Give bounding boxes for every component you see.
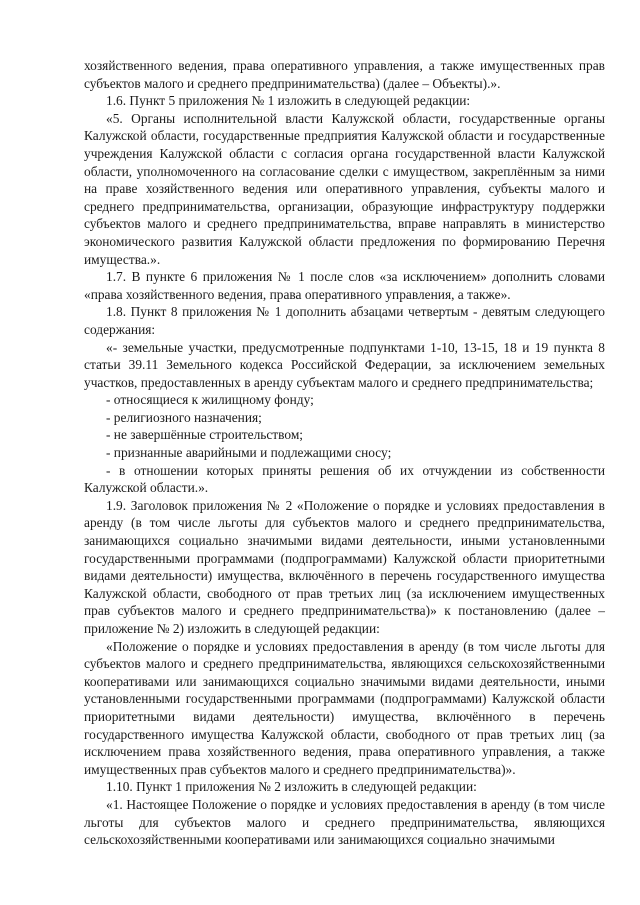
paragraph-new-title: «Положение о порядке и условиях предоставления в аренду (в том числе льготы для субъектов малого и среднего предпринимательства, являющихся сельскохозяйственными кооперативами или занимающихся социально значимыми видами деятельности, иными установленными государственными программами (подпрограммами) Калужской области приоритетными видами деятельности) имущества, включённого в перечень государственного имущества Калужской области, свободного от прав третьих лиц (за исключением права хозяйственного ведения, права оперативного управления, а также имущественных прав субъектов малого и среднего предпринимательства)». <box>84 638 605 777</box>
list-item-religious: - религиозного назначения; <box>106 409 262 425</box>
document-body <box>84 57 605 849</box>
paragraph-continuation: хозяйственного ведения, права оперативного управления, а также имущественных прав субъектов малого и среднего предпринимательства) (далее – Объекты).». <box>84 58 605 91</box>
paragraph-item-1-8: 1.8. Пункт 8 приложения № 1 дополнить абзацами четвертым - девятым следующего содержания: <box>84 304 605 337</box>
paragraph-item-1-10: 1.10. Пункт 1 приложения № 2 изложить в следующей редакции: <box>106 779 477 795</box>
paragraph-item-1-6: 1.6. Пункт 5 приложения № 1 изложить в следующей редакции: <box>106 93 471 109</box>
list-item-alienation: - в отношении которых приняты решения об их отчуждении из собственности Калужской области.». <box>84 462 605 496</box>
list-item-housing: - относящиеся к жилищному фонду; <box>106 392 314 408</box>
paragraph-item-1-7: 1.7. В пункте 6 приложения № 1 после слов «за исключением» дополнить словами «права хозяйственного ведения, права оперативного управления, а также». <box>84 269 605 302</box>
paragraph-item-1-9: 1.9. Заголовок приложения № 2 «Положение о порядке и условиях предоставления в аренду (в том числе льготы для субъектов малого и среднего предпринимательства, занимающихся социально значимыми видами деятельности, иными установленными государственными программами (подпрограммами) Калужской области приоритетными видами деятельности) имущества, включённого в перечень государственного имущества Калужской области, свободного от прав третьих лиц (за исключением имущественных прав субъектов малого и среднего предпринимательства)» к постановлению (далее – приложение № 2) изложить в следующей редакции: <box>84 497 605 636</box>
list-item-emergency: - признанные аварийными и подлежащими сносу; <box>106 445 392 461</box>
paragraph-quote-5: «5. Органы исполнительной власти Калужской области, государственные органы Калужской области, государственные предприятия Калужской области и государственные учреждения Калужской области с согласия органа государственной власти Калужской области, уполномоченного на согласование сделки с имуществом, закреплённым за ними на праве хозяйственного ведения или оперативного управления, субъекты малого и среднего предпринимательства, организации, образующие инфраструктуру поддержки субъектов малого и среднего предпринимательства, вправе направлять в министерство экономического развития Калужской области предложения по формированию Перечня имущества.». <box>84 110 605 267</box>
list-item-unfinished: - не завершённые строительством; <box>106 427 304 443</box>
paragraph-land-plots: «- земельные участки, предусмотренные подпунктами 1-10, 13-15, 18 и 19 пункта 8 статьи 39.11 Земельного кодекса Российской Федерации, за исключением земельных участков, предоставленных в аренду субъектам малого и среднего предпринимательства; <box>84 339 605 390</box>
paragraph-quote-1: «1. Настоящее Положение о порядке и условиях предоставления в аренду (в том числе льготы для субъектов малого и среднего предпринимательства, являющихся сельскохозяйственными кооперативами или занимающихся социально значимыми <box>84 796 605 848</box>
